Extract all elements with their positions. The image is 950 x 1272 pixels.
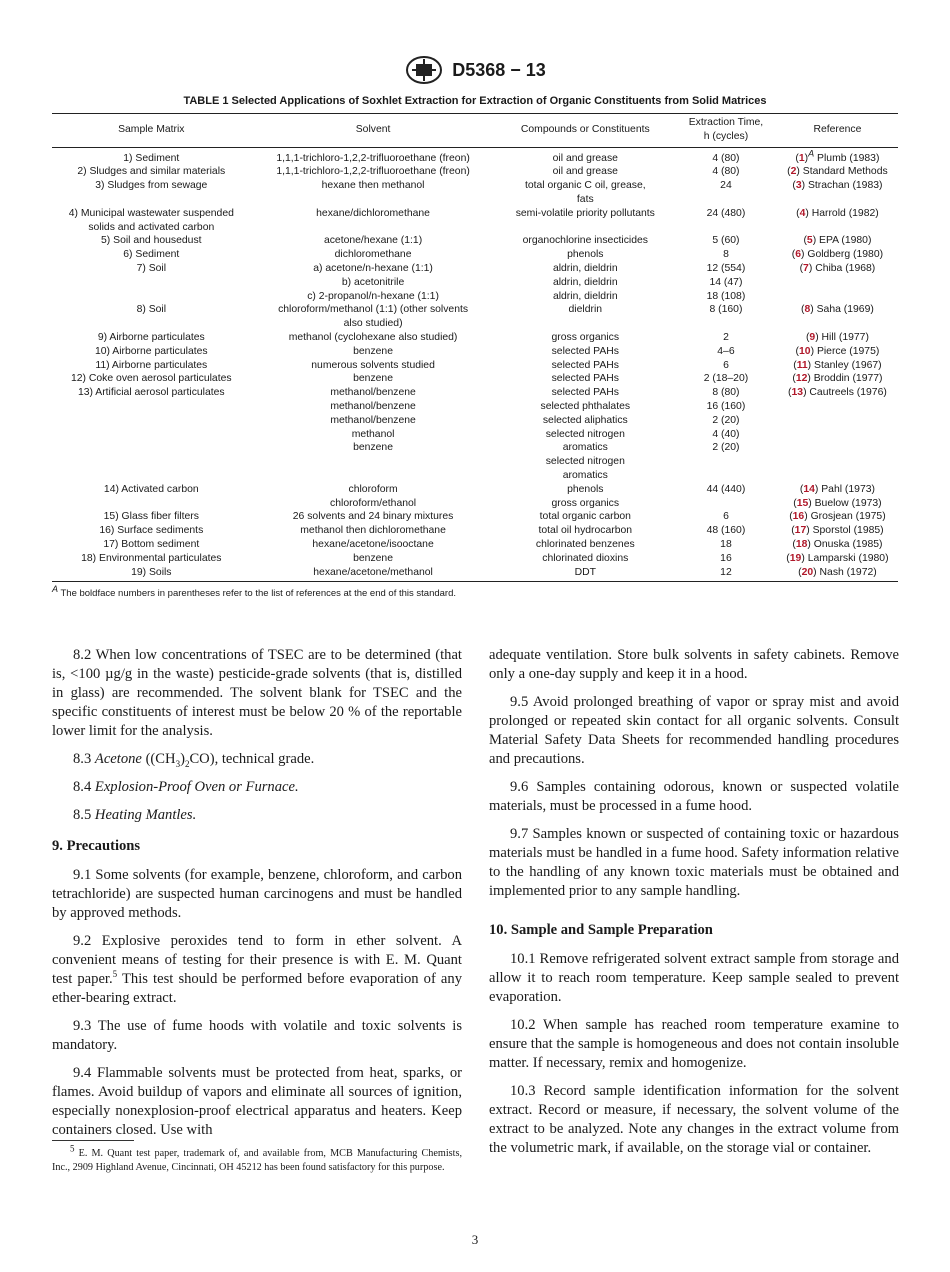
cell-sample-matrix: 17) Bottom sediment — [103, 538, 200, 550]
cell-reference: (11) Stanley (1967) — [793, 359, 882, 371]
cell-reference: (7) Chiba (1968) — [799, 262, 876, 274]
cell-sample-matrix: 13) Artificial aerosol particulates — [77, 387, 225, 399]
para-10-2: 10.2 When sample has reached room temperature examine to ensure that the sample is homogeneous and does not contain insoluble matter. If necessary, remix and homogenize. — [489, 1017, 899, 1071]
cell-compounds: selected aliphatics — [542, 414, 628, 426]
cell-solvent: 1,1,1-trichloro-1,2,2-trifluoroethane (freon) — [276, 152, 470, 164]
cell-extraction-time: 16 — [720, 552, 732, 564]
cell-solvent: methanol/benzene — [330, 414, 416, 426]
cell-extraction-time: 4 (40) — [712, 428, 740, 440]
cell-compounds: aldrin, dieldrin — [552, 262, 618, 274]
cell-extraction-time: 18 (108) — [706, 290, 746, 302]
cell-solvent: a) acetone/n-hexane (1:1) — [313, 262, 433, 274]
table-row — [52, 483, 898, 497]
cell-extraction-time: 24 (480) — [706, 207, 746, 219]
table-row — [52, 248, 898, 262]
cell-compounds: aromatics selected nitrogen aromatics — [545, 442, 625, 481]
cell-solvent: hexane/acetone/isooctane — [312, 538, 434, 550]
table-footnote: $^A$ The boldface numbers in parentheses refer to the list of references at the end of this standard. — [52, 583, 457, 599]
section-10-heading: 10. Sample and Sample Preparation — [489, 922, 713, 938]
table-row — [52, 276, 898, 290]
cell-extraction-time: 8 — [723, 249, 729, 261]
cell-compounds: total organic carbon — [539, 511, 631, 523]
cell-compounds: gross organics — [551, 497, 620, 509]
cell-reference: (19) Lamparski (1980) — [786, 552, 889, 564]
cell-solvent: dichloromethane — [334, 249, 412, 261]
para-8-4: 8.4 Explosion-Proof Oven or Furnace. — [73, 779, 299, 795]
col-solvent: Solvent — [251, 114, 496, 148]
table-body — [52, 147, 898, 582]
table-row — [52, 303, 898, 331]
table-caption: TABLE 1 Selected Applications of Soxhlet Extraction for Extraction of Organic Constituents from Solid Matrices — [183, 95, 767, 107]
footnote-5: $^5$ E. M. Quant test paper, trademark of, and available from, MCB Manufacturing Chemists, Inc., 2909 Highland Avenue, Cincinnati, OH 45212 has been found satisfactory for this purpose. — [52, 1143, 462, 1173]
table-header-row — [52, 114, 898, 148]
right-column — [489, 646, 899, 1167]
para-8-2: 8.2 When low concentrations of TSEC are to be determined (that is, <100 µg/g in the waste) pesticide-grade solvents (that is, distilled in glass) are recommended. The solvent blank for TSEC and the specific constituents of interest must be below 20 % of the reportable lower limit for the analysis. — [52, 647, 462, 739]
cell-sample-matrix — [52, 441, 251, 482]
cell-solvent: benzene — [353, 345, 393, 357]
cell-solvent: methanol/benzene — [330, 400, 416, 412]
col-sample-matrix: Sample Matrix — [52, 114, 251, 148]
cell-extraction-time: 2 (20) — [712, 442, 740, 454]
cell-sample-matrix: 2) Sludges and similar materials — [77, 166, 226, 178]
cell-reference: (18) Onuska (1985) — [792, 538, 883, 550]
cell-reference: (16) Grosjean (1975) — [789, 511, 886, 523]
table-row — [52, 290, 898, 304]
cell-sample-matrix: 15) Glass fiber filters — [103, 511, 199, 523]
para-10-1: 10.1 Remove refrigerated solvent extract sample from storage and allow it to reach room temperature. Keep sample sealed to prevent evaporation. — [489, 951, 899, 1005]
left-column — [52, 646, 462, 1149]
cell-reference: (17) Sporstol (1985) — [791, 525, 884, 537]
cell-solvent: methanol then dichloromethane — [300, 525, 446, 537]
cell-extraction-time: 14 (47) — [709, 276, 743, 288]
cell-compounds: dieldrin — [568, 304, 603, 316]
cell-reference: (2) Standard Methods — [787, 166, 888, 178]
table-row — [52, 400, 898, 414]
extraction-table — [52, 113, 898, 582]
table-row — [52, 331, 898, 345]
cell-compounds: organochlorine insecticides — [522, 235, 648, 247]
cell-extraction-time: 4 (80) — [712, 152, 740, 164]
cell-reference: (15) Buelow (1973) — [793, 497, 882, 509]
table-row — [52, 372, 898, 386]
cell-compounds: selected PAHs — [551, 359, 619, 371]
para-9-6: 9.6 Samples containing odorous, known or suspected volatile materials, must be processed in a fume hood. — [489, 779, 899, 814]
cell-reference: (14) Pahl (1973) — [799, 483, 875, 495]
cell-extraction-time: 24 — [720, 180, 732, 192]
cell-sample-matrix: 12) Coke oven aerosol particulates — [71, 373, 232, 385]
cell-reference — [777, 276, 898, 290]
cell-sample-matrix: 1) Sediment — [123, 152, 180, 164]
cell-solvent: hexane/acetone/methanol — [251, 566, 496, 582]
table-row — [52, 510, 898, 524]
cell-compounds: aldrin, dieldrin — [552, 290, 618, 302]
cell-sample-matrix — [52, 428, 251, 442]
cell-sample-matrix: 16) Surface sediments — [99, 525, 204, 537]
cell-solvent: hexane then methanol — [321, 180, 425, 192]
table-row — [52, 524, 898, 538]
cell-extraction-time: 6 — [723, 511, 729, 523]
cell-reference: (5) EPA (1980) — [803, 235, 872, 247]
cell-solvent: methanol — [351, 428, 395, 440]
cell-sample-matrix: 18) Environmental particulates — [81, 552, 222, 564]
cell-solvent: chloroform — [348, 483, 398, 495]
cell-compounds: chlorinated dioxins — [542, 552, 629, 564]
col-compounds: Compounds or Constituents — [496, 114, 676, 148]
cell-compounds: selected nitrogen — [545, 428, 625, 440]
cell-solvent: hexane/dichloromethane — [316, 207, 430, 219]
col-reference: Reference — [777, 114, 898, 148]
cell-reference: (12) Broddin (1977) — [792, 373, 883, 385]
para-9-4-continued: adequate ventilation. Store bulk solvents in safety cabinets. Remove only a one-day supply and keep it in a hood. — [489, 647, 899, 682]
table-row — [52, 552, 898, 566]
cell-extraction-time: 48 (160) — [706, 525, 746, 537]
table-row — [52, 441, 898, 482]
cell-reference: (9) Hill (1977) — [805, 331, 869, 343]
table-row — [52, 207, 898, 235]
cell-reference: (4) Harrold (1982) — [796, 207, 879, 219]
cell-sample-matrix: 4) Municipal wastewater suspended solids and activated carbon — [68, 207, 234, 233]
table-row — [52, 165, 898, 179]
table-row — [52, 179, 898, 207]
cell-extraction-time: 12 (554) — [706, 262, 746, 274]
col-extraction-time: Extraction Time, h (cycles) — [675, 114, 777, 148]
cell-extraction-time: 2 (20) — [712, 414, 740, 426]
cell-compounds: total organic C oil, grease, fats — [524, 180, 646, 205]
cell-compounds: selected PAHs — [551, 373, 619, 385]
cell-extraction-time: 5 (60) — [712, 235, 740, 247]
para-9-7: 9.7 Samples known or suspected of containing toxic or hazardous materials must be handled in a fume hood. Safety information relative to the handling of any known toxic materials must be obtained and implemented prior to any sample handling. — [489, 826, 899, 899]
cell-sample-matrix — [52, 497, 251, 511]
cell-solvent: acetone/hexane (1:1) — [323, 235, 423, 247]
cell-solvent: chloroform/ethanol — [330, 497, 417, 509]
cell-compounds: phenols — [567, 249, 604, 261]
cell-reference — [777, 428, 898, 442]
table-row — [52, 428, 898, 442]
table-row — [52, 345, 898, 359]
cell-reference — [777, 441, 898, 482]
cell-compounds: total oil hydrocarbon — [538, 525, 633, 537]
cell-compounds: selected phthalates — [540, 400, 631, 412]
cell-extraction-time: 4 (80) — [712, 166, 740, 178]
table-row — [52, 147, 898, 165]
page-header — [0, 55, 950, 85]
cell-solvent: chloroform/methanol (1:1) (other solvents also studied) — [278, 304, 469, 330]
cell-sample-matrix: 8) Soil — [136, 304, 167, 316]
cell-sample-matrix — [52, 276, 251, 290]
cell-sample-matrix: 9) Airborne particulates — [97, 331, 205, 343]
cell-reference: (10) Pierce (1975) — [795, 345, 880, 357]
table-row — [52, 262, 898, 276]
cell-sample-matrix — [52, 400, 251, 414]
cell-sample-matrix — [52, 414, 251, 428]
cell-compounds: selected PAHs — [551, 345, 619, 357]
cell-reference: (8) Saha (1969) — [801, 304, 874, 316]
cell-solvent: numerous solvents studied — [311, 359, 435, 371]
cell-sample-matrix: 5) Soil and housedust — [101, 235, 202, 247]
table-row — [52, 566, 898, 582]
table-row — [52, 386, 898, 400]
cell-compounds: phenols — [567, 483, 604, 495]
cell-extraction-time: 2 — [723, 331, 729, 343]
cell-extraction-time: 18 — [720, 538, 732, 550]
para-9-5: 9.5 Avoid prolonged breathing of vapor or spray mist and avoid prolonged or repeated skin contact for all organic solvents. Consult Material Safety Data Sheets for recommended handling procedures and precautions. — [489, 694, 899, 767]
table-row — [52, 497, 898, 511]
document-number: D5368 − 13 — [452, 59, 546, 80]
cell-sample-matrix: 14) Activated carbon — [103, 483, 199, 495]
cell-sample-matrix: 10) Airborne particulates — [94, 345, 208, 357]
cell-solvent: c) 2-propanol/n-hexane (1:1) — [307, 290, 439, 302]
astm-logo-icon — [404, 55, 444, 85]
cell-solvent: benzene — [353, 552, 393, 564]
table-row — [52, 359, 898, 373]
cell-extraction-time: 16 (160) — [706, 400, 746, 412]
cell-reference — [777, 414, 898, 428]
cell-extraction-time: 2 (18–20) — [703, 373, 749, 385]
para-10-3: 10.3 Record sample identification information for the solvent extract. Record or measure, if necessary, the solvent volume of the extract to be analyzed. Note any changes in the extract volume from the volumetric mark, if available, on the storage vial or container. — [489, 1083, 899, 1156]
cell-reference: (20) Nash (1972) — [777, 566, 898, 582]
cell-extraction-time: 6 — [723, 359, 729, 371]
cell-compounds: aldrin, dieldrin — [552, 276, 618, 288]
para-9-3: 9.3 The use of fume hoods with volatile and toxic solvents is mandatory. — [52, 1018, 462, 1053]
cell-solvent: b) acetonitrile — [341, 276, 405, 288]
cell-sample-matrix: 11) Airborne particulates — [95, 359, 208, 371]
cell-compounds: chlorinated benzenes — [535, 538, 635, 550]
cell-reference — [777, 400, 898, 414]
cell-solvent: 26 solvents and 24 binary mixtures — [292, 511, 454, 523]
cell-compounds: oil and grease — [552, 166, 618, 178]
cell-solvent: methanol/benzene — [330, 387, 416, 399]
para-8-5: 8.5 Heating Mantles. — [73, 807, 197, 823]
cell-solvent: methanol (cyclohexane also studied) — [288, 331, 458, 343]
cell-reference — [777, 290, 898, 304]
page-number: 3 — [471, 1232, 479, 1247]
footnote-rule — [52, 1140, 134, 1141]
cell-sample-matrix: 19) Soils — [52, 566, 251, 582]
cell-sample-matrix: 6) Sediment — [123, 249, 180, 261]
cell-reference: (13) Cautreels (1976) — [788, 387, 887, 399]
cell-solvent: benzene — [353, 373, 393, 385]
para-9-2: 9.2 Explosive peroxides tend to form in ether solvent. A convenient means of testing for their presence is with E. M. Quant test paper.$^5$ This test should be performed before evaporation of any ether-bearing extract. — [52, 933, 462, 1006]
para-8-3: 8.3 Acetone $((CH_3)_2CO)$, technical grade. — [73, 751, 315, 769]
cell-reference: (6) Goldberg (1980) — [791, 249, 884, 261]
cell-extraction-time: 4–6 — [717, 345, 735, 357]
table-row — [52, 414, 898, 428]
cell-compounds: selected PAHs — [551, 387, 619, 399]
cell-sample-matrix: 3) Sludges from sewage — [95, 180, 208, 192]
cell-solvent: benzene — [353, 442, 393, 454]
cell-extraction-time: 8 (80) — [712, 387, 740, 399]
cell-extraction-time — [675, 497, 777, 511]
cell-compounds: oil and grease — [552, 152, 618, 164]
cell-sample-matrix — [52, 290, 251, 304]
cell-extraction-time: 8 (160) — [709, 304, 743, 316]
cell-solvent: 1,1,1-trichloro-1,2,2-trifluoroethane (freon) — [276, 166, 470, 178]
cell-reference: (3) Strachan (1983) — [792, 180, 883, 192]
cell-extraction-time: 44 (440) — [706, 483, 746, 495]
cell-reference: $(1)^A$ Plumb (1983) — [795, 148, 880, 164]
table-row — [52, 234, 898, 248]
cell-compounds: DDT — [496, 566, 676, 582]
para-9-4: 9.4 Flammable solvents must be protected from heat, sparks, or flames. Avoid buildup of vapors and eliminate all sources of ignition, especially nonexplosion-proof electrical apparatus and heaters. Keep containers closed. Use with — [52, 1065, 462, 1138]
cell-compounds: gross organics — [551, 331, 620, 343]
cell-compounds: semi-volatile priority pollutants — [515, 207, 655, 219]
table-row — [52, 538, 898, 552]
cell-sample-matrix: 7) Soil — [136, 262, 167, 274]
section-9-heading: 9. Precautions — [52, 838, 141, 854]
cell-extraction-time: 12 — [675, 566, 777, 582]
para-9-1: 9.1 Some solvents (for example, benzene, chloroform, and carbon tetrachloride) are suspected human carcinogens and must be handled by approved methods. — [52, 867, 462, 921]
